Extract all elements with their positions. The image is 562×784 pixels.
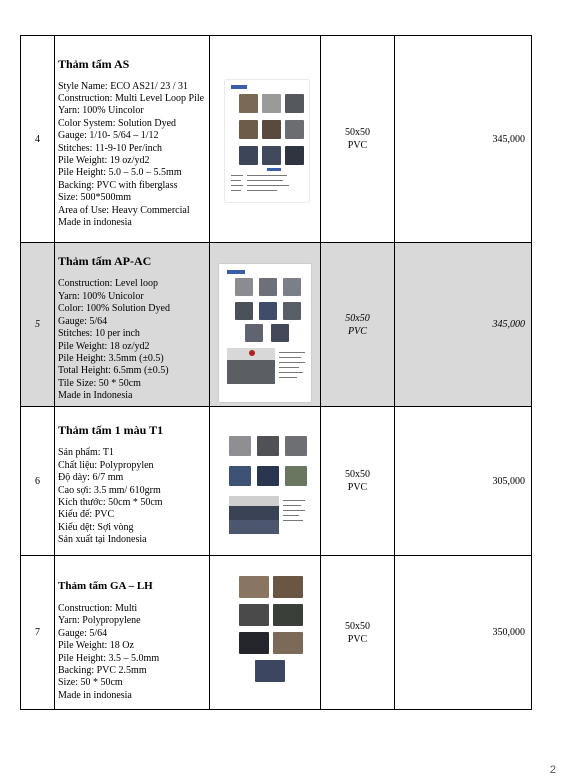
spec-line: Area of Use: Heavy Commercial <box>58 204 190 216</box>
spec-line: Kiểu dệt: Sợi vòng <box>58 521 134 533</box>
spec-line: Construction: Level loop <box>58 278 158 290</box>
page-number: 2 <box>549 764 556 776</box>
spec-line: Backing: PVC 2.5mm <box>58 664 147 676</box>
price-cell: 305,000 <box>395 407 532 556</box>
size-value: 50x50 <box>345 469 370 480</box>
spec-line: Made in Indonesia <box>58 390 133 402</box>
table-row <box>21 407 532 556</box>
spec-line: Chất liệu: Polypropylen <box>58 459 154 471</box>
spec-line: Made in indonesia <box>58 217 132 229</box>
spec-line: Gauge: 5/64 <box>58 627 108 639</box>
size-cell <box>321 407 395 556</box>
spec-line: Size: 50 * 50cm <box>58 677 123 689</box>
spec-line: Sản phẩm: T1 <box>58 447 114 459</box>
backing-value: PVC <box>347 633 368 645</box>
price-cell: 350,000 <box>395 556 532 710</box>
size-cell <box>321 36 395 243</box>
spec-line: Yarn: Polypropylene <box>58 615 141 627</box>
backing-value: PVC <box>347 482 368 493</box>
spec-line: Kiểu đế: PVC <box>58 509 115 521</box>
spec-line: Pile Height: 3.5mm (±0.5) <box>58 352 164 364</box>
spec-line: Pile Weight: 19 oz/yd2 <box>58 155 150 166</box>
size-value: 50x50 <box>345 620 370 632</box>
spec-line: Pile Weight: 18 oz/yd2 <box>58 340 150 352</box>
spec-line: Construction: Multi Level Loop Pile <box>58 92 205 104</box>
product-table <box>20 35 532 710</box>
spec-line: Stitches: 11-9-10 Per/inch <box>58 142 163 154</box>
backing-value: PVC <box>347 140 368 151</box>
catalog-sheet-image <box>215 430 315 550</box>
spec-line: Sản xuất tại Indonesia <box>58 534 147 546</box>
size-value: 50x50 <box>345 127 370 138</box>
spec-line: Backing: PVC with fiberglass <box>58 179 178 191</box>
product-description <box>55 36 210 243</box>
spec-line: Made in indonesia <box>58 689 132 701</box>
row-number: 6 <box>21 407 55 556</box>
spec-line: Total Height: 6.5mm (±0.5) <box>58 365 169 377</box>
product-description <box>55 243 210 407</box>
product-description <box>55 407 210 556</box>
product-title: Thảm tấm 1 màu T1 <box>58 423 164 438</box>
price-cell: 345,000 <box>395 36 532 243</box>
product-image <box>210 243 321 407</box>
product-description <box>55 556 210 710</box>
spec-line: Gauge: 1/10- 5/64 – 1/12 <box>58 130 159 142</box>
size-cell <box>321 556 395 710</box>
spec-line: Cao sợi: 3.5 mm/ 610grm <box>58 484 161 496</box>
size-cell <box>321 243 395 407</box>
catalog-sheet-image <box>215 574 315 704</box>
size-value: 50x50 <box>345 312 370 324</box>
spec-line: Stitches: 10 per inch <box>58 328 140 340</box>
table-row <box>21 243 532 407</box>
spec-line: Size: 500*500mm <box>58 192 132 204</box>
row-number: 5 <box>21 243 55 407</box>
row-number: 4 <box>21 36 55 243</box>
catalog-sheet-image <box>215 264 315 404</box>
spec-line: Construction: Multi <box>58 602 138 614</box>
product-title: Thảm tấm GA – LH <box>58 579 153 592</box>
table-row <box>21 556 532 710</box>
spec-line: Pile Height: 3.5 – 5.0mm <box>58 652 160 664</box>
spec-line: Yarn: 100% Uincolor <box>58 105 144 117</box>
product-image <box>210 36 321 243</box>
spec-line: Độ dày: 6/7 mm <box>58 472 124 484</box>
row-number: 7 <box>21 556 55 710</box>
spec-line: Pile Height: 5.0 – 5.0 – 5.5mm <box>58 167 182 179</box>
spec-line: Yarn: 100% Unicolor <box>58 290 144 302</box>
spec-line: Style Name: ECO AS21/ 23 / 31 <box>58 80 188 92</box>
product-image <box>210 556 321 710</box>
spec-line: Gauge: 5/64 <box>58 315 108 327</box>
product-title: Thảm tấm AS <box>58 56 130 71</box>
price-cell: 345,000 <box>395 243 532 407</box>
catalog-sheet-image <box>215 80 315 205</box>
table-row <box>21 36 532 243</box>
spec-line: Color System: Solution Dyed <box>58 117 177 129</box>
spec-line: Kích thước: 50cm * 50cm <box>58 497 163 508</box>
product-title: Thảm tấm AP-AC <box>58 254 152 269</box>
backing-value: PVC <box>348 325 367 337</box>
spec-line: Tile Size: 50 * 50cm <box>58 377 141 389</box>
spec-line: Pile Weight: 18 Oz <box>58 640 134 652</box>
spec-line: Color: 100% Solution Dyed <box>58 303 170 315</box>
product-image <box>210 407 321 556</box>
